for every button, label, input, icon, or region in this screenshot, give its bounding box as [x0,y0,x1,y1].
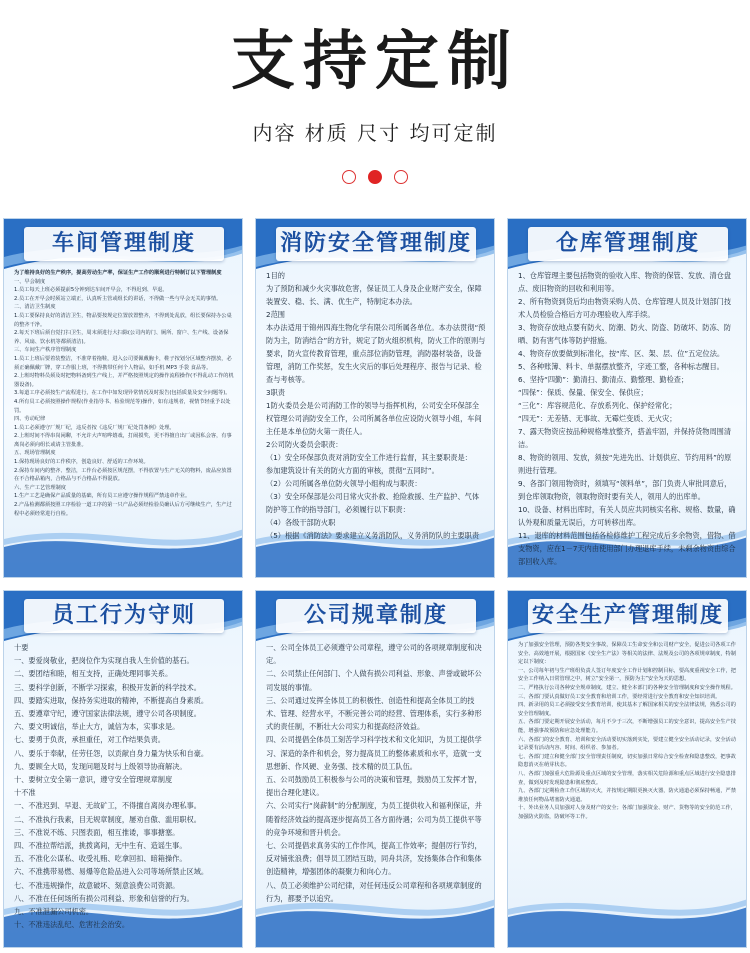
board-text-line: 十、要树立安全第一意识，遵守安全管理规章制度 [14,775,173,785]
board-text-line: 五、现场管理制度 [14,450,56,457]
board-text-line: 一、早会制度 [14,278,46,285]
board-text-line: 1.员工上班后要着装整洁，不准穿着拖鞋，进入公司要佩戴胸卡，鞋子按划分区域整齐摆放，必须正确佩戴厂牌，穿工作服上班，不得携带任何个人物品，如手机 MP3 手袋 食品等。 [14,355,232,371]
board-text-line: 2.员工在开早会时须站立端正，认真听主管或组长的讲话，不得做一些与早会无关的事情。 [14,295,222,302]
board-text-line: 二、公司禁止任何部门、个人做有损公司利益、形象、声誉或破坏公司发展的事情。 [266,669,482,692]
board-text-line: 参加建筑设计有关的防火方面的审核，贯彻“五同时”。 [266,466,439,475]
board-text-line: 十、不准违法乱纪、危害社会治安。 [14,920,130,930]
board-text-line: （1）安全环保部负责对消防安全工作进行监督，其主要职责是： [266,453,472,462]
board-safety-production-rules [507,590,747,948]
board-text-line: 2.每天下班后须自觉打扫卫生，周末须进行大扫除(公司内的门、厕所、窗户、生产线、设备保养、风扇、饮水机等都须清洁)。 [14,330,229,345]
board-text-line: 五、公司鼓励员工积极参与公司的决策和管理，鼓励员工发挥才智，提出合理化建议。 [266,775,482,798]
board-text-line: 8、物资的领用、发放，须按“先进先出、计划供应、节约用料”的原则进行管理。 [518,453,732,475]
board-text-line: 4、物资存放要做到标准化，按“库、区、架、层、位”五定位法。 [518,349,725,358]
board-text-line: 四、新录用的员工必须接受安全教育培训，使其基本了解国家相关的安全法律法规，熟悉公司的安全管理制度。 [518,702,736,717]
board-company-regulations [255,590,495,948]
board-text-line: 2.上班时物料员须及时把物料备到生产线上，并严格按照规定的操作流程操作(不得乱动工作的机器设备)。 [14,373,234,388]
board-text-line: 2.产品检测都须按照工序检验一道工序的第一只产品必须经检验员确认后方可继续生产，生产过程中必须经常进行自检。 [14,502,232,517]
board-text-line: 十不准 [14,788,36,798]
board-text-line: 2范围 [266,310,285,319]
board-text-line: 八、不准在任何场所有损公司利益、形象和信誉的行为。 [14,893,194,903]
board-text-line: 1目的 [266,271,285,280]
board-workshop-rules [3,218,243,578]
board-text-line: 六、各部门的安全教育、培训和安全活动要切实落到实处，要建立健全安全活动记录，安全活动记录要有活动内容、时间、组织者、参加者。 [518,736,736,752]
board-text-line: 六、不准携带易燃、易爆等危险品进入公司等场所禁止区域。 [14,867,209,877]
board-employee-conduct [3,590,243,948]
board-text-line: 本办法适用于锦州四海生物化学有限公司所属各单位。本办法贯彻“预防为主，防消结合”的方针，规定了防火组织机构，防火工作的原则与要求，防火宣传教育管理，重点部位消防管理，消防器材装备，设备管理，消防工作奖惩，发生火灾后的事后处理程序、报告与记录、检查与考核等。 [266,323,486,384]
board-text-line: 3职责 [266,388,285,397]
board-text-line: 1.保持现场良好的工作秩序，创造良好、舒适的工作环境。 [14,459,149,466]
board-text-line: 三、车间生产秩序管理制度 [14,347,77,354]
board-text-line: 为了维持良好的生产秩序，提高劳动生产率，保证生产工作的顺利进行特制订以下管理制度 [14,270,222,276]
board-text-line: 三、要科学创新，不断学习探索，积极开发新的科学技术。 [14,682,201,692]
board-text-line: 四、要踏实进取，保持务实进取的精神，不断提高自身素质。 [14,695,209,705]
board-text-line: 3.每道工序必须按生产流程进行，在工作中如发现异常情况及时报告(包括质量及安全问题等)。 [14,390,231,397]
board-text-line: 七、不准违规操作，故意破坏、刻意浪费公司资源。 [14,880,180,890]
board-text-line: 6、坚持“四勤”：勤清扫、勤清点、勤整理、勤检查； [518,375,689,384]
board-text-line: 4.所有员工必须按照操作规程(作业指导书、检验规范等)操作，如有违规者，视情节轻重予以处罚。 [14,398,231,414]
board-text-line: 1.员工要保持良好的清洁卫生，物品要按规定位置放置整齐，不得到处乱放，组长要保持办公桌的整齐干净。 [14,312,232,328]
board-text-line: 3、物资存放地点要有防火、防潮、防火、防盗、防破坏、防冻、防晒、防有害气体等防护措施。 [518,323,732,345]
board-title: 消防安全管理制度 [276,227,476,261]
board-warehouse-rules [507,218,747,578]
board-text-line: 七、要勇于负责，承担重任，对工作结果负责。 [14,735,165,745]
board-text-line: 八、要乐于奉献，任劳任怨，以贡献自身力量为快乐和自豪。 [14,748,209,758]
carousel-dot[interactable] [342,170,356,184]
board-text-line: 三、各部门要认真做好员工安全教育和培训工作，要经常进行安全教育和安全知识培训。 [518,693,721,700]
board-text-line: 五、不准化公谋私、收受礼贿、吃拿回扣、暗箱操作。 [14,854,187,864]
board-text-line: 10、设备、材料出库时，有关人员应共同核实名称、规格、数量，确认外观和质量无误后，方可转移出库。 [518,505,736,527]
board-body [266,269,486,569]
board-text-line [518,568,738,569]
board-text-line: 三、不准说不练、只图表面，相互推诿，事事搪塞。 [14,827,180,837]
board-text-line: 一、公司全体员工必须遵守公司章程，遵守公司的各项规章制度和决定。 [266,643,482,666]
carousel-dot[interactable] [394,170,408,184]
board-text-line: 1.生产工艺是确保产品质量的基础，所有员工应遵守操作规程严禁违章作业。 [14,493,191,500]
board-text-line: 四、公司提倡全体员工刻苦学习科学技术和文化知识，为员工提供学习、深造的条件和机会，努力提高员工的整体素质和水平，造就一支思想新、作风硬、业务强、技术精的员工队伍。 [266,735,482,771]
board-text-line: 十、外出业务人员加强对人身及财产的安全；各部门加强资金、财产、货物等的安全防范工作，加强防火防盗，防破坏等工作。 [518,805,736,820]
board-text-line: 九、各部门定期检查工作区域的灭火，并按规定期限更换灭火器，防火通道必须保持畅通，严禁堆放任何物品堵塞防火通道。 [518,788,736,803]
board-text-line: 一、公司每年初与生产班组负责人签订年度安全工作计划和控制目标，要高度重视安全工作，把安全工作纳入日常管理之中，树立“安全第一，预防为主”安全为天的思想。 [518,667,736,683]
board-text-line: （5）根据《消防法》要求建立义务消防队，义务消防队的主要职责 [266,531,480,540]
board-text-line: 为了加强安全管理，预防各类安全事故，保障员工生命安全和公司财产安全，促进公司各项工作安全、高效地开展，根据国家《安全生产法》等相关的法律、法规及公司的各项规章制度，特制定以下制度： [518,642,736,666]
board-text-line: 一、不准迟到、早退、无故矿工，不得擅自离岗办理私事。 [14,801,201,811]
board-text-line: 1、仓库管理主要包括物资的验收入库、物资的保管、发放、清仓盘点、废旧物资的回收和利用等。 [518,271,732,293]
board-text-line: 5、各种账簿、料卡、单据摆放整齐，字迹工整，各种标志醒目。 [518,362,724,371]
board-text-line: 八、员工必须维护公司纪律，对任何违反公司章程和各项规章制度的行为，都要予以追究。 [266,880,482,903]
board-fire-safety-rules [255,218,495,578]
board-text-line: 二、要团结和睦，相互支持，正确处理同事关系。 [14,669,173,679]
board-text-line: 2公司防火委员会职责： [266,440,343,449]
board-text-line: “三化”：库容规范化、存放系列化、保护经常化； [518,401,677,410]
board-text-line: 1.员工每天上班必须提前5分钟到达车间开早会，不得迟到、早退。 [14,287,168,294]
board-text-line: 九、要顾全大局，发现问题及时与上级领导协商解决。 [14,761,187,771]
board-body [14,269,234,569]
board-text-line: 十要 [14,643,29,652]
board-title: 车间管理制度 [24,227,224,261]
board-text-line: 2、所有物资到货后均由物资采购人员、仓库管理人员及计划部门技术人员检验合格后方可办理验收入库手续。 [518,297,732,319]
board-text-line: 1.员工必须遵守厂规厂纪，违反者按《违反厂规厂纪处罚条例》处理。 [14,424,175,431]
board-text-line: 为了预防和减少火灾事故危害，保证员工人身及企业财产安全，保障装置安、稳、长、满、优生产，特制定本办法。 [266,284,482,306]
board-text-line: 1防火委员会是公司消防工作的领导与指挥机构，公司安全环保部全权管理公司消防安全工作，公司所属各单位应设防火领导小组，车间主任是本单位防火第一责任人。 [266,401,482,436]
board-text-line: 二、清洁卫生制度 [14,304,56,311]
board-text-line: 六、要文明诚信，举止大方，诚信为本，实事求是。 [14,722,180,732]
board-text-line: 四、劳动纪律 [14,416,46,423]
board-text-line: 9、各部门领用物资时，须填写“领料单”，部门负责人审批同意后，到仓库领取物资，领取物资时要有关人，领用人的出库单。 [518,479,732,501]
header [0,0,750,210]
board-body [518,269,738,569]
board-text-line: 2.保持车间内的整齐、整洁，工作台必须按区规范摆，不得放置与生产无关的物料，废品应放置在不合格品箱内，合格品与不合格品不得混放。 [14,467,232,483]
sub-title: 内容 材质 尺寸 均可定制 [252,121,498,145]
board-title: 仓库管理制度 [528,227,728,261]
board-text-line: （4）各级干部防火职 [266,518,336,527]
board-title: 安全生产管理制度 [528,599,728,633]
board-text-line: 二、严格执行公司各种安全规章制度，建立、健全本部门的各种安全管理制度和安全操作规程。 [518,684,736,691]
board-text-line: 九、不准泄漏公司机密。 [14,907,94,917]
board-text-line: 三、公司通过发挥全体员工的积极性、创造性和提高全体员工的技术、管理、经营水平，不断完善公司的经营、管理体系，实行多种形式的责任制，不断壮大公司实力和提高经济效益。 [266,695,482,732]
board-text-line: 六、公司实行“岗薪制”的分配制度，为员工提供收入和福利保证，并随着经济效益的提高逐步提高员工各方面待遇；公司为员工提供平等的竞争环境和晋升机会。 [266,801,482,837]
board-text-line: 一、要爱岗敬业，把岗位作为实现自我人生价值的基石。 [14,656,194,666]
board-text-line: 八、各部门加强重大危险源及重点区域的安全管理，落实相关危险源和重点区域进行安全隐患排查，做到及时发现隐患和彻底整改。 [518,770,736,786]
board-text-line: （2）公司所属各单位防火领导小组构成与职责： [266,479,422,488]
board-text-line: 七、各部门建立和健全部门安全管理责任制度，切实加强日常综合安全检查和隐患整改，把事故隐患消灭在萌芽状态。 [518,753,736,769]
carousel-dots [0,170,750,186]
board-text-line: 五、各部门要定期开展安全活动，每月不少于三次，不断增强员工的安全意识，提高安全生产技能，增强事故预防和应急处理能力。 [518,719,736,734]
board-text-line: 7、露天物资应按品种规格堆放整齐，搭盖牢固，并保持货物周围清洁。 [518,427,732,449]
board-text-line: 11、退库的材料范围包括各检修维护工程完成后多余物资，借物、借支物资，应在1－7天内由使用部门办理退库手续，未剩余物资由综合部回收入库。 [518,531,736,566]
board-text-line: “四保”：保质、保量、保安全、保供应； [518,388,648,397]
board-body [14,641,234,939]
board-body [266,641,486,939]
carousel-dot-active[interactable] [368,170,382,184]
board-text-line: 四、不准拉帮结派，挑拨离间，无中生有、造谣生事。 [14,841,187,851]
board-body [518,641,738,939]
board-title: 公司规章制度 [276,599,476,633]
board-text-line: 2.上班时间不得串岗闲聊，不允许大声喧哗嬉戏，打闹摸奖，更不得擅自出厂或因私会客，有事离岗必须向组长或请主管批准。 [14,433,232,448]
board-text-line: “四无”：无差错、无事故、无霉烂变质、无火灾； [518,414,677,423]
board-title: 员工行为守则 [24,599,224,633]
board-text-line: （3）安全环保部是公司日常火灾扑救、抢险救援、生产监护、气体防护等工作的指导部门，必须履行以下职责： [266,492,480,514]
board-text-line: 六、生产工艺管理制度 [14,484,66,491]
board-text-line: 七、公司提倡求真务实的工作作风，提高工作效率；提倡厉行节约，反对铺张浪费；倡导员工团结互助，同舟共济，发扬集体合作和集体创造精神，增强团体的凝聚力和向心力。 [266,841,482,877]
board-text-line: 二、不准执行我素，目无规章制度，屡劝自傲、滥用职权。 [14,814,201,824]
board-text-line: 五、要遵章守纪，遵守国家法律法规，遵守公司各项制度。 [14,709,201,719]
main-title: 支持定制 [231,25,519,99]
